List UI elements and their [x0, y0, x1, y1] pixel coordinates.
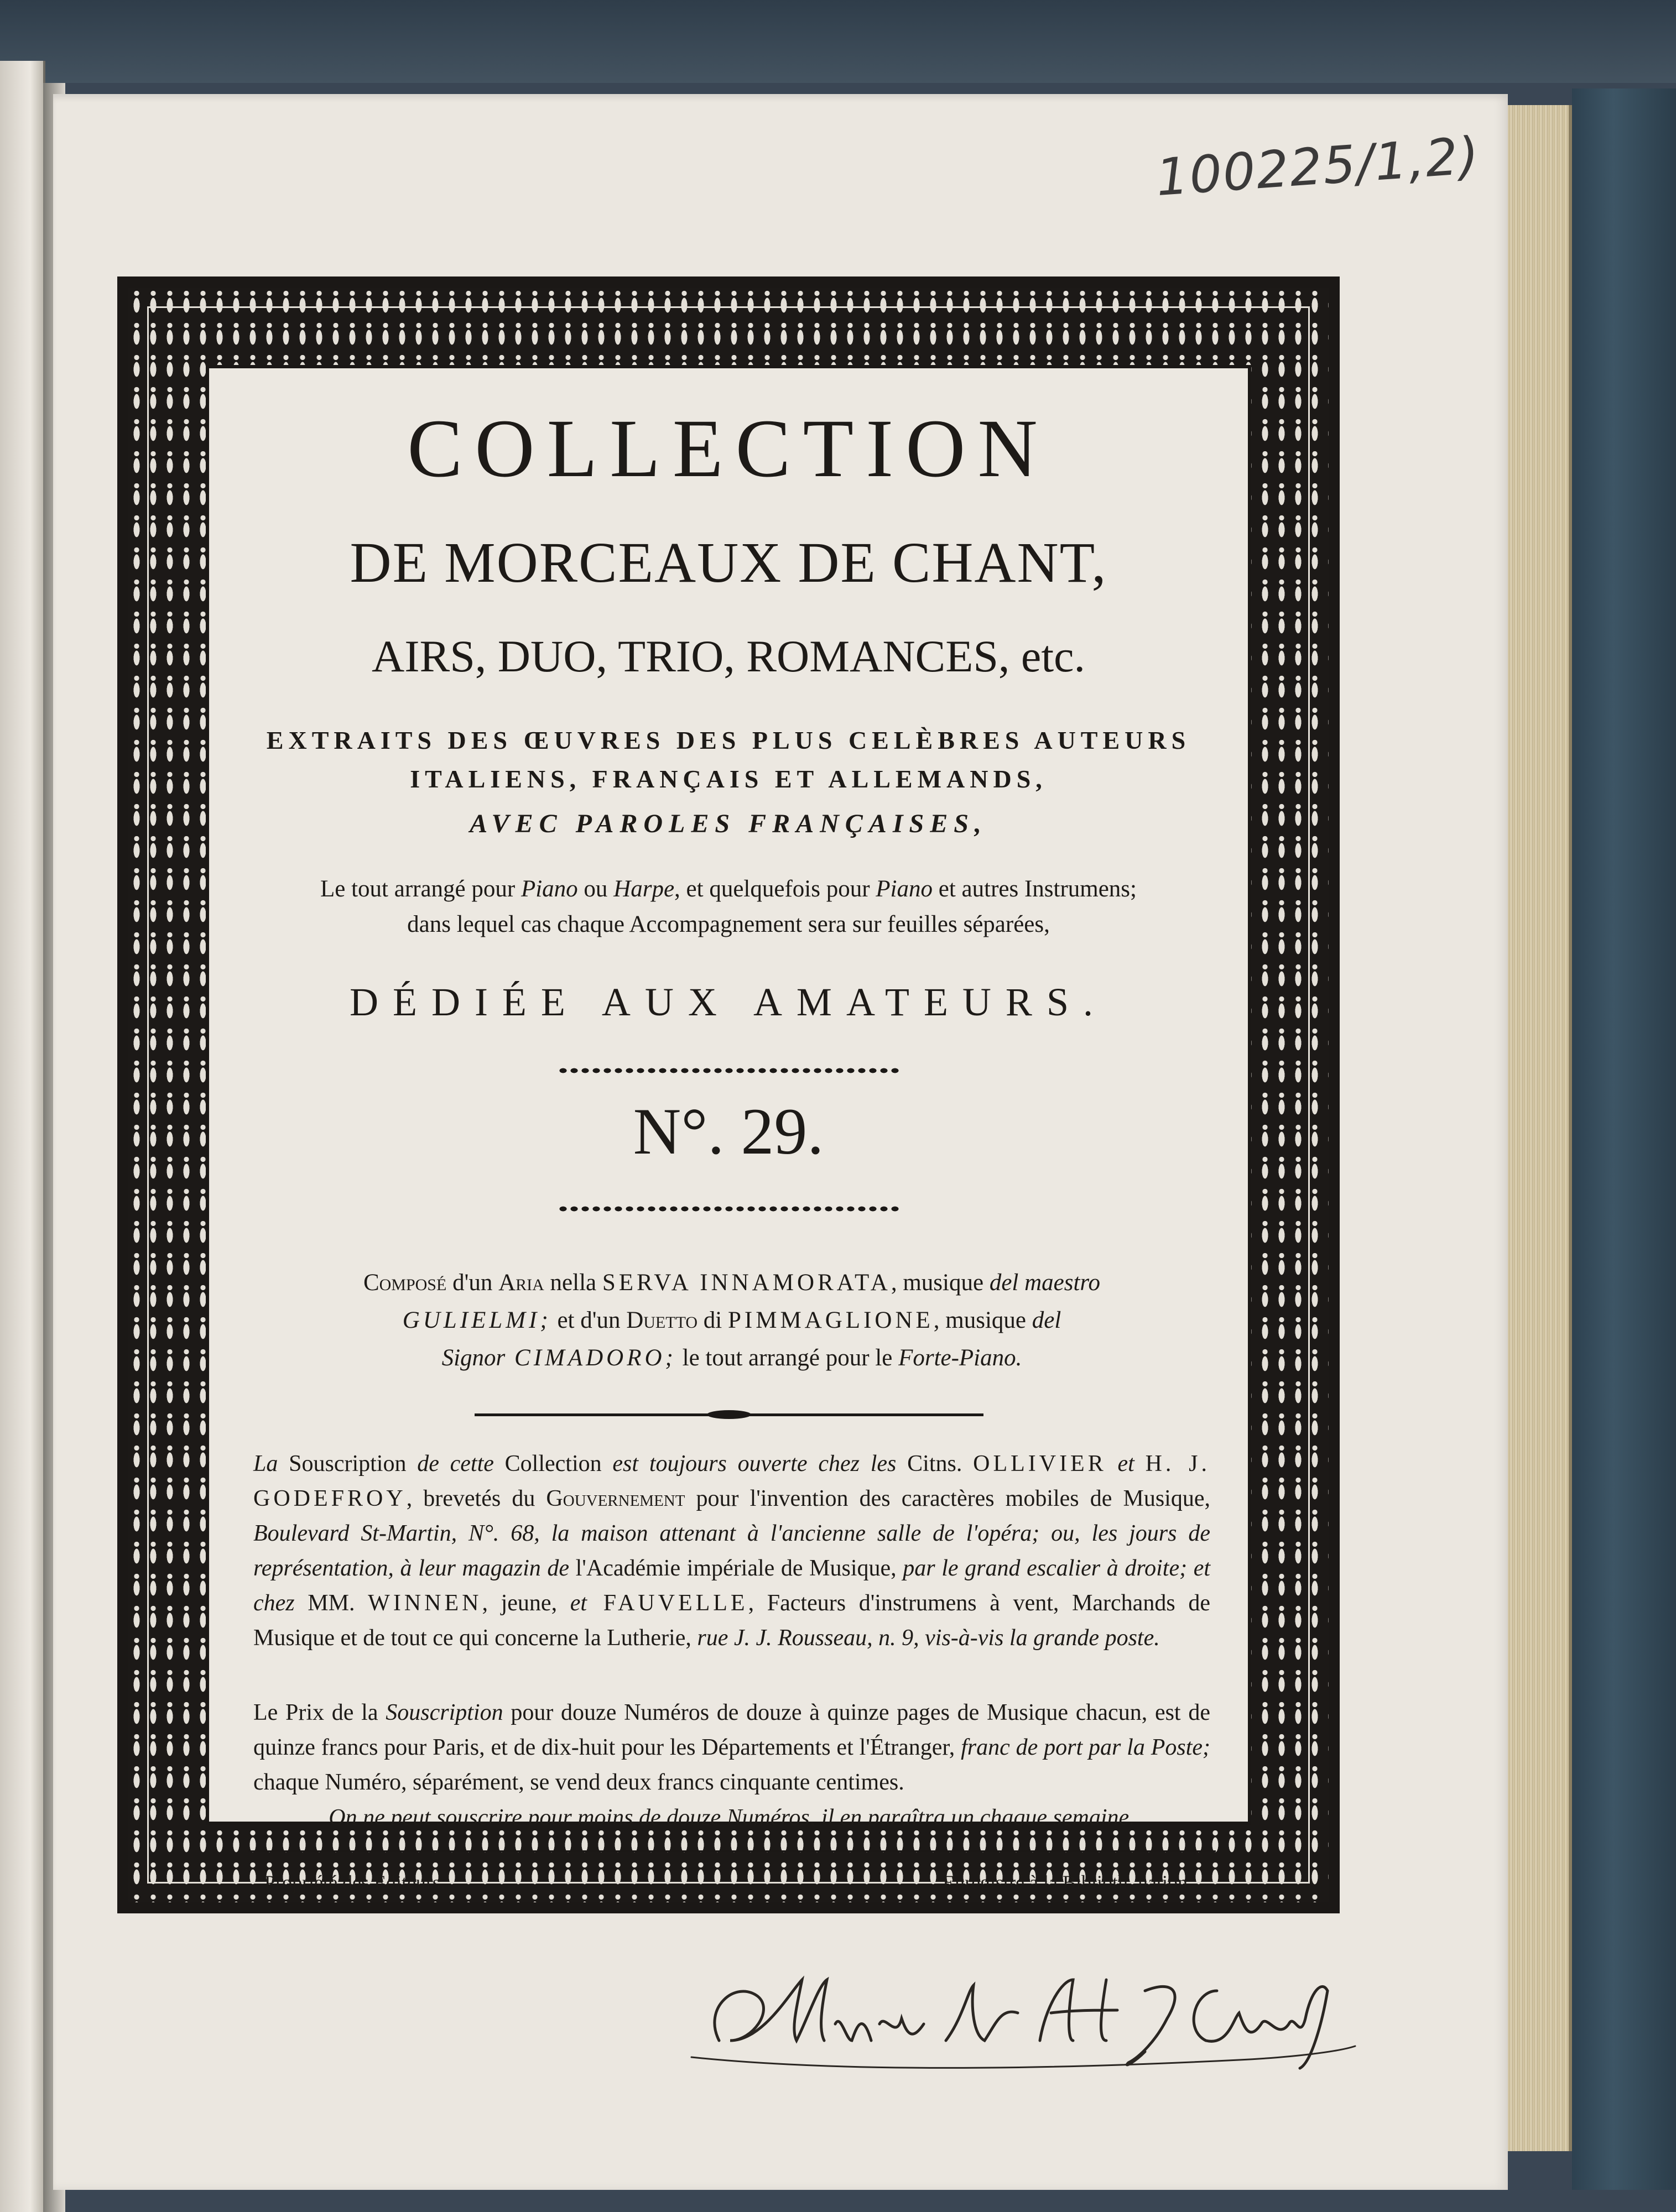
arr-piano: Piano — [521, 876, 578, 902]
c-duetto: Duetto — [626, 1307, 698, 1333]
dedication: DÉDIÉE AUX AMATEURS. — [349, 980, 1107, 1024]
c-13: , musique — [933, 1307, 1032, 1333]
s-5: est toujours ouverte chez les — [612, 1451, 897, 1477]
p-2: Souscription — [386, 1700, 503, 1725]
enregistre-bibliotheque: Enregistré à la Biblioth. nation. — [943, 1871, 1193, 1893]
arr-text-b: , et quelquefois pour — [674, 876, 876, 902]
c-9: et d'un — [551, 1307, 627, 1333]
propriete-editeurs: Propriété des Éditeurs. — [264, 1871, 445, 1893]
s-2: Souscription — [278, 1451, 418, 1477]
s-4: Collection — [493, 1451, 613, 1477]
ornamental-frame — [117, 276, 1340, 1913]
s-gouvernement: Gouvernement — [546, 1486, 685, 1511]
subscription-paragraph — [253, 1447, 1210, 1656]
arr-text-a: Le tout arrangé pour — [320, 876, 521, 902]
p-1: Le Prix de la — [253, 1700, 386, 1725]
c-2: d'un — [446, 1270, 499, 1296]
c-del: del — [1032, 1307, 1061, 1333]
s-14: l'Académie impériale de Musique, — [569, 1556, 903, 1581]
s-21: , Facteurs d'instrumens à vent, Marchands de Musique et de tout ce qui concerne la Lutherie, — [253, 1590, 1210, 1651]
price-paragraph — [253, 1695, 1210, 1800]
s-10: , brevetés du — [406, 1486, 546, 1511]
c-forte-piano: Forte-Piano. — [898, 1345, 1022, 1371]
arr-text-c: et autres Instrumens; — [933, 876, 1137, 902]
s-8: et — [1117, 1451, 1134, 1477]
extraits-line-2: ITALIENS, FRANÇAIS ET ALLEMANDS, — [410, 765, 1047, 793]
content — [209, 368, 1248, 1893]
arrangement-line-2: dans lequel cas chaque Accompagnement sera sur feuilles séparées, — [407, 911, 1050, 937]
wave-ornament-bottom — [558, 1203, 901, 1214]
s-ollivier: OLLIVIER — [973, 1451, 1107, 1477]
contents-description — [248, 1264, 1216, 1377]
c-17: le tout arrangé pour le — [676, 1345, 899, 1371]
wave-ornament-top — [558, 1065, 901, 1076]
p-4: franc de port par la Poste; — [961, 1735, 1210, 1760]
arr-piano-2: Piano — [876, 876, 933, 902]
arr-harpe: Harpe — [613, 876, 675, 902]
s-winnen: WINNEN — [368, 1590, 482, 1616]
p-5: chaque Numéro, séparément, se vend deux francs cinquante centimes. — [253, 1770, 904, 1795]
s-13: Boulevard St-Martin, N°. 68, la maison attenant à l'ancienne salle de l'opéra; ou, les jours de représentation, à leur magazin de — [253, 1521, 1210, 1581]
page-edges — [1508, 105, 1572, 2151]
decorative-rule — [475, 1413, 983, 1416]
c-gulielmi: GULIELMI; — [402, 1307, 551, 1333]
page-title: COLLECTION — [407, 403, 1050, 494]
s-6: Citns. — [896, 1451, 974, 1477]
handwritten-signature — [686, 1958, 1361, 2079]
footer-rule — [248, 1850, 1216, 1852]
extraits-line-1: EXTRAITS DES ŒUVRES DES PLUS CELÈBRES AUTEURS — [266, 726, 1191, 754]
c-4: nella — [544, 1270, 602, 1296]
arr-ou: ou — [577, 876, 614, 902]
handwritten-shelfmark: 100225/1,2) — [1154, 126, 1482, 208]
s-3: de cette — [417, 1451, 494, 1477]
book-cover — [1572, 88, 1676, 2190]
paroles-line: AVEC PAROLES FRANÇAISES, — [470, 809, 987, 838]
c-6: , musique — [891, 1270, 990, 1296]
subtitle: DE MORCEAUX DE CHANT, — [350, 531, 1107, 594]
genres-line: AIRS, DUO, TRIO, ROMANCES, etc. — [371, 631, 1086, 681]
c-serva: SERVA INNAMORATA — [602, 1270, 891, 1296]
s-fauvelle: FAUVELLE — [587, 1590, 748, 1616]
left-page-edge — [0, 61, 45, 2212]
s-18: , jeune, — [482, 1590, 570, 1616]
background-top — [0, 0, 1676, 83]
s-15: par le grand escalier à droite; et chez — [253, 1556, 1210, 1616]
s-19: et — [570, 1590, 587, 1616]
c-compose: Composé — [363, 1270, 447, 1296]
p-3: pour douze Numéros de douze à quinze pages de Musique chacun, est de quinze francs pour Paris, et de dix-huit pour les Départements et l'Étranger, — [253, 1700, 1210, 1760]
s-1: La — [253, 1451, 278, 1477]
c-maestro: del maestro — [989, 1270, 1101, 1296]
arrangement-line-1 — [209, 877, 1248, 901]
c-11: di — [698, 1307, 728, 1333]
s-12: pour l'invention des caractères mobiles de Musique, — [685, 1486, 1210, 1511]
c-pimmaglione: PIMMAGLIONE — [728, 1307, 934, 1333]
text-panel — [206, 365, 1251, 1893]
s-22: rue J. J. Rousseau, n. 9, vis-à-vis la grande poste. — [697, 1625, 1160, 1651]
s-godefroy: H. J. GODEFROY — [253, 1451, 1211, 1511]
issue-number: N°. 29. — [633, 1094, 824, 1168]
c-cimadoro: CIMADORO; — [505, 1345, 676, 1371]
c-signor: Signor — [441, 1345, 506, 1371]
s-16: MM. — [294, 1590, 368, 1616]
c-aria: Aria — [498, 1270, 544, 1296]
weekly-note: On ne peut souscrire pour moins de douze Numéros, il en paraîtra un chaque semaine. — [329, 1805, 1135, 1830]
